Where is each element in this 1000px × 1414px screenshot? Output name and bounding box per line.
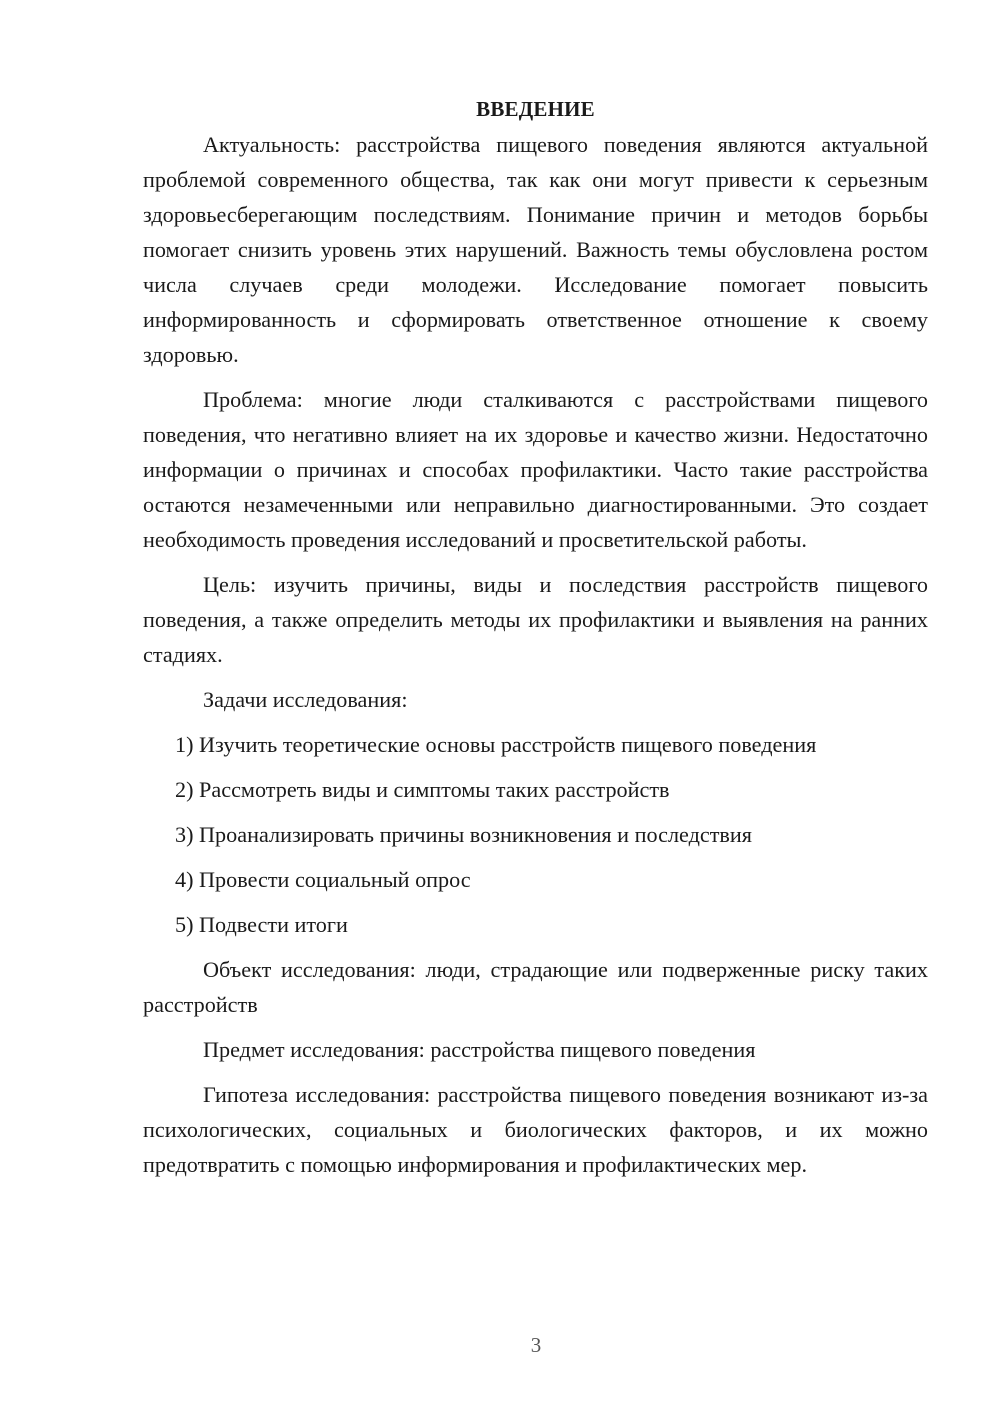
document-page bbox=[143, 92, 928, 1182]
tasks-heading: Задачи исследования: bbox=[203, 687, 408, 712]
list-item: 3) Проанализировать причины возникновения и последствия bbox=[175, 822, 752, 847]
page-number: 3 bbox=[530, 1333, 542, 1357]
tasks-list bbox=[143, 727, 928, 942]
hypothesis-paragraph: Гипотеза исследования: расстройства пищевого поведения возникают из-за психологических, социальных и биологических факторов, и их можно предотвратить с помощью информирования и профилактических мер. bbox=[143, 1082, 928, 1177]
list-item: 1) Изучить теоретические основы расстройств пищевого поведения bbox=[175, 732, 817, 757]
object-paragraph: Объект исследования: люди, страдающие или подверженные риску таких расстройств bbox=[143, 957, 928, 1017]
list-item: 5) Подвести итоги bbox=[175, 912, 348, 937]
list-item: 2) Рассмотреть виды и симптомы таких расстройств bbox=[175, 777, 670, 802]
section-title: ВВЕДЕНИЕ bbox=[476, 97, 595, 121]
problem-paragraph: Проблема: многие люди сталкиваются с расстройствами пищевого поведения, что негативно влияет на их здоровье и качество жизни. Недостаточно информации о причинах и способах профилактики. Часто такие расстройства остаются незамеченными или неправильно диагностированными. Это создает необходимость проведения исследований и просветительской работы. bbox=[143, 387, 928, 552]
relevance-paragraph: Актуальность: расстройства пищевого поведения являются актуальной проблемой современного общества, так как они могут привести к серьезным здоровьесберегающим последствиям. Понимание причин и методов борьбы помогает снизить уровень этих нарушений. Важность темы обусловлена ростом числа случаев среди молодежи. Исследование помогает повысить информированность и сформировать ответственное отношение к своему здоровью. bbox=[143, 132, 928, 367]
subject-paragraph: Предмет исследования: расстройства пищевого поведения bbox=[203, 1037, 756, 1062]
list-item: 4) Провести социальный опрос bbox=[175, 867, 471, 892]
goal-paragraph: Цель: изучить причины, виды и последствия расстройств пищевого поведения, а также определить методы их профилактики и выявления на ранних стадиях. bbox=[143, 572, 928, 667]
